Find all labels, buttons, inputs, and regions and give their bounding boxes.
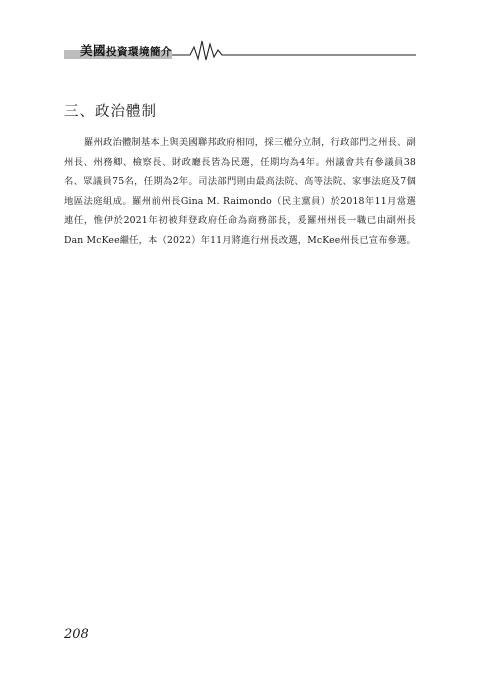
heartbeat-line-graphic — [172, 36, 416, 62]
body-paragraph: 羅州政治體制基本上與美國聯邦政府相同，採三權分立制，行政部門之州長、副州長、州務卿、檢察長、財政廳長皆為民選，任期均為4年。州議會共有參議員38名、眾議員75名，任期為2年。司法部門則由最高法院、高等法院、家事法庭及7個地區法庭組成。羅州前州長Gina M. Raimondo（民主黨員）於2018年11月當選連任，惟伊於2021年初被拜登政府任命為商務部長，爰羅州州長一職已由副州長Dan McKee繼任，本（2022）年11月將進行州長改選，McKee州長已宣布參選。 — [64, 137, 417, 246]
page-number: 208 — [64, 627, 89, 642]
header-title-sub: 投資環境簡介 — [106, 46, 173, 58]
header-title-main: 美國 — [80, 43, 107, 58]
header-title — [80, 41, 172, 59]
running-header — [64, 36, 416, 62]
section-title: 三、政治體制 — [64, 104, 157, 120]
